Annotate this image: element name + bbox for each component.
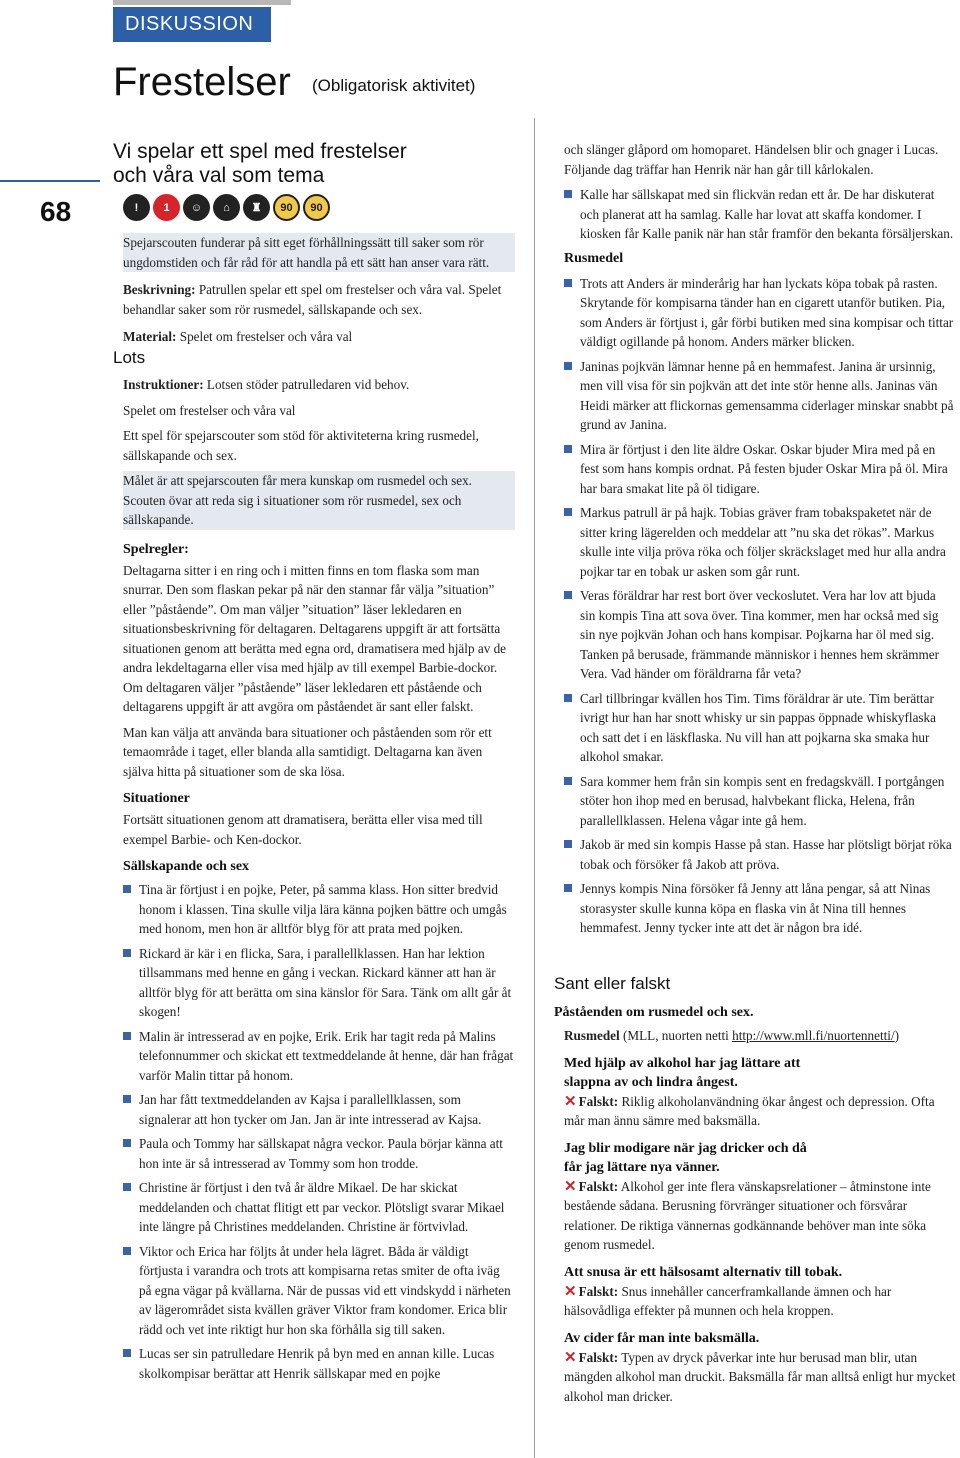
goal-text: Målet är att spejarscouten får mera kunskap om rusmedel och sex. Scouten övar att reda sig i situationer som rör rusmedel, sex och sällskapande. — [123, 471, 515, 530]
page-subtitle: (Obligatorisk aktivitet) — [312, 76, 476, 95]
bullet-square-icon — [123, 1349, 131, 1357]
situations-text: Fortsätt situationen genom att dramatisera, berätta eller visa med till exempel Barbie- och Ken-dockor. — [123, 812, 483, 847]
instructions-label: Instruktioner: — [123, 377, 204, 392]
lots-heading: Lots — [113, 348, 146, 367]
bullet-square-icon — [564, 445, 572, 453]
house-icon: ⌂ — [213, 194, 240, 221]
list-item: Janinas pojkvän lämnar henne på en hemmafest. Janina är ursinnig, men vill visa för sin pojkvän att det inte stör henne alls. Janinas vän Heidi märker att flickornas gemensamma ciderlager minskar snabbt på grund av Janina. — [564, 357, 954, 435]
list-item: Markus patrull är på hajk. Tobias gräver fram tobakspaketet när de sitter kring lägerelden och meddelar att ”nu ska det rökas”. Markus skulle inte vilja pröva röka och följer skräckslaget med hur alla andra pojkar tar en tobak ur asken som går runt. — [564, 503, 954, 581]
bullet-square-icon — [564, 591, 572, 599]
situations-heading: Situationer — [123, 791, 190, 806]
bullet-square-icon — [123, 1095, 131, 1103]
statement-question: Med hjälp av alkohol har jag lättare att slappna av och lindra ångest. — [564, 1055, 801, 1090]
list-item: Kalle har sällskapat med sin flickvän redan ett år. De har diskuterat och planerat att ha samlag. Kalle har lovat att skaffa kondomer. I kiosken får Kalle panik när han står framför den bekanta försäljerskan. — [564, 185, 954, 244]
page-number-rule — [0, 180, 100, 182]
page-title: Frestelser — [113, 60, 291, 104]
bullet-square-icon — [123, 885, 131, 893]
list-item: Sara kommer hem från sin kompis sent en fredagskväll. I portgången stöter hon ihop med en berusad, halvbekant flicka, Helena, från parallellklassen. Helena vågar inte gå hem. — [564, 772, 954, 831]
left-column — [123, 233, 515, 355]
drugs-source-end: ) — [894, 1028, 900, 1043]
true-false-section — [554, 1003, 958, 1406]
list-item: Lucas ser sin patrulledare Henrik på byn med en annan kille. Lucas skolkompisar berättar att Henrik sällskapar med en pojke — [123, 1344, 515, 1383]
list-item: Veras föräldrar har rest bort över veckoslutet. Vera har lov att bjuda sin kompis Tina att sova över. Tina kommer, men har också med sig sin nye pojkvän Johan och hans kompisar. Pojkarna har öl med sig. Tanken på berusade, främmande människor i hennes hem skrämmer Vera. Vad händer om föräldrarna får veta? — [564, 586, 954, 684]
rules-paragraph-2: Man kan välja att använda bara situationer och påståenden som rör ett temaområde i taget, eller blanda alla samtidigt. Deltagarna kan även själva hitta på situationer som de ska lösa. — [123, 724, 492, 779]
group-icon: ☺ — [183, 194, 210, 221]
rules-heading: Spelregler: — [123, 541, 189, 557]
false-label: Falskt: — [578, 1283, 619, 1299]
cross-icon: ✕ — [564, 1282, 577, 1300]
column-divider — [534, 118, 535, 1458]
drugs-list — [564, 274, 954, 938]
drugs-source-label: Rusmedel — [564, 1028, 620, 1043]
list-item: Christine är förtjust i den två år äldre Mikael. De har skickat meddelanden och chattat flitigt ett par veckor. Plötsligt svarar Mikael inte längre på Christines meddelanden. Christine är förtvivlad. — [123, 1178, 515, 1237]
activity-icons — [123, 194, 330, 221]
material — [123, 327, 515, 347]
number-one-icon: 1 — [153, 194, 180, 221]
exclamation-icon: ! — [123, 194, 150, 221]
statement-answer: ✕ Falskt: Alkohol ger inte flera vänskapsrelationer – åtminstone inte bestående sådana. Berusning förvränger situationer och försvårar relationer. De riktiga vännernas godkännande behöver man inte söka genom rusmedel. — [564, 1177, 931, 1252]
instructions — [123, 375, 515, 395]
bullet-square-icon — [564, 508, 572, 516]
cross-icon: ✕ — [564, 1177, 577, 1195]
list-item: Carl tillbringar kvällen hos Tim. Tims föräldrar är ute. Tim berättar ivrigt hur han har snott whisky ur sin pappas öppnade whiskyflaska och satt det i en läskflaska. Nu vill han att pojkarna ska smaka hur alkohol smakar. — [564, 689, 954, 767]
list-item: Jakob är med sin kompis Hasse på stan. Hasse har plötsligt börjat röka tobak och försöker få Jakob att pröva. — [564, 835, 954, 874]
game-title: Spelet om frestelser och våra val — [123, 402, 296, 418]
list-item: Trots att Anders är minderårig har han lyckats köpa tobak på rasten. Skrytande för kompisarna tänder han en cigarett utanför butiken. Pia, som Anders är förtjust i, går förbi butiken med sina kompisar och tittar väldigt ogillande på honom. Anders märker blicken. — [564, 274, 954, 352]
drugs-source — [554, 1026, 958, 1046]
activity-heading: Vi spelar ett spel med frestelser och våra val som tema — [113, 140, 407, 187]
intro-text: Spejarscouten funderar på sitt eget förhållningssätt till saker som rör ungdomstiden och får råd för att handla på ett sätt han anser vara rätt. — [123, 233, 515, 272]
statement-answer: ✕ Falskt: Snus innehåller cancerframkallande ämnen och har hälsovådliga effekter på munnen och hela kroppen. — [564, 1282, 892, 1318]
bullet-square-icon — [123, 1183, 131, 1191]
material-text: Spelet om frestelser och våra val — [176, 329, 353, 344]
drugs-heading: Rusmedel — [564, 250, 624, 266]
statement-answer: ✕ Falskt: Riklig alkoholanvändning ökar ångest och depression. Ofta mår man ännu sämre med baksmälla. — [564, 1092, 935, 1128]
bullet-square-icon — [123, 949, 131, 957]
bullet-square-icon — [123, 1032, 131, 1040]
description-text: Patrullen spelar ett spel om frestelser och våra val. Spelet behandlar saker som rör rusmedel, sällskapande och sex. — [123, 282, 502, 317]
list-item: Jennys kompis Nina försöker få Jenny att låna pengar, så att Ninas storasyster skulle kunna köpa en flaska vin åt Nina till hennes hemmafest. Jenny tycker inte att det är någon bra idé. — [564, 879, 954, 938]
page-number: 68 — [40, 196, 72, 227]
rules-paragraph-1: Deltagarna sitter i en ring och i mitten finns en tom flaska som man snurrar. Den som flaskan pekar på när den stannar får välja ”situation” eller ”påstående”. Om man väljer ”situation” läser lekledaren en situationsbeskrivning för deltagaren. Deltagarens uppgift är att fortsätta situationen genom att berätta med egna ord, dramatisera med hjälp av de andra lekdeltagarna eller visa med hjälp av till exempel Barbie-dockor. Om deltagaren väljer ”påstående” läser lekledaren ett påstående och deltagarens uppgift är att avgöra om påståendet är sant eller falskt. — [123, 562, 507, 714]
dating-list — [123, 880, 515, 1383]
minutes-90-icon: 90 — [273, 194, 300, 221]
top-accent-bar — [113, 0, 291, 5]
statement-answer: ✕ Falskt: Typen av dryck påverkar inte hur berusad man blir, utan mängden alkohol man druckit. Baksmälla får man alltså enligt hur mycket alkohol man dricker. — [564, 1348, 956, 1404]
continued-list — [564, 185, 954, 244]
statement-question: Jag blir modigare när jag dricker och då får jag lättare nya vänner. — [564, 1140, 807, 1175]
castle-icon: ♜ — [243, 194, 270, 221]
left-column-main — [123, 375, 515, 1388]
instructions-text: Lotsen stöder patrulledaren vid behov. — [203, 377, 410, 392]
bullet-square-icon — [564, 884, 572, 892]
source-link[interactable]: http://www.mll.fi/nuortennetti/ — [732, 1028, 895, 1043]
list-item: Malin är intresserad av en pojke, Erik. Erik har tagit reda på Malins telefonnummer och skickat ett textmeddelande åt henne, där han frågat varför Malin tittar på honom. — [123, 1027, 515, 1086]
statement-question: Av cider får man inte baksmälla. — [564, 1330, 760, 1346]
material-label: Material: — [123, 329, 177, 344]
description — [123, 280, 515, 319]
drugs-source-text: (MLL, nuorten netti — [619, 1028, 733, 1043]
false-label: Falskt: — [578, 1178, 619, 1194]
false-label: Falskt: — [578, 1093, 619, 1109]
false-label: Falskt: — [578, 1349, 619, 1365]
list-item: Mira är förtjust i den lite äldre Oskar. Oskar bjuder Mira med på en fest som hans kompis ordnat. På festen bjuder Oskar Mira på öl. Mira har bara smakat lite på öl tidigare. — [564, 440, 954, 499]
right-column — [564, 140, 954, 943]
bullet-square-icon — [564, 777, 572, 785]
statements-list — [554, 1054, 958, 1407]
statement-question: Att snusa är ett hälsosamt alternativ till tobak. — [564, 1264, 843, 1280]
list-item: Tina är förtjust i en pojke, Peter, på samma klass. Hon sitter bredvid honom i klassen. Tina skulle vilja lära känna pojken bättre och umgås med honom, men hon är alltför blyg för att prata med pojken. — [123, 880, 515, 939]
minutes-90-icon: 90 — [303, 194, 330, 221]
section-tag: DISKUSSION — [113, 7, 271, 42]
cross-icon: ✕ — [564, 1348, 577, 1366]
list-item: Paula och Tommy har sällskapat några veckor. Paula börjar känna att hon inte är så intresserad av Tommy som hon trodde. — [123, 1134, 515, 1173]
bullet-square-icon — [564, 694, 572, 702]
bullet-square-icon — [123, 1139, 131, 1147]
bullet-square-icon — [564, 279, 572, 287]
statements-heading: Påståenden om rusmedel och sex. — [554, 1005, 754, 1020]
list-item: Viktor och Erica har följts åt under hela lägret. Båda är väldigt förtjusta i varandra och trots att kompisarna retas smiter de ofta iväg på egna vägar på kvällarna. När de pussas vid ett vindskydd i närheten av lägerområdet sista kvällen gräver Viktor fram kondomer. Erica blir rädd och vet inte riktigt hur hon ska förhålla sig till saken. — [123, 1242, 515, 1340]
list-item: Jan har fått textmeddelanden av Kajsa i parallellklassen, som signalerar att hon tycker om Jan. Jan är inte intresserad av Kajsa. — [123, 1090, 515, 1129]
bullet-square-icon — [564, 190, 572, 198]
bullet-square-icon — [564, 362, 572, 370]
list-item: Rickard är kär i en flicka, Sara, i parallellklassen. Han har lektion tillsammans med henne en gång i veckan. Rickard känner att han är alltför blyg för att berätta om sina känslor för Sara. Tänk om allt går åt skogen! — [123, 944, 515, 1022]
description-label: Beskrivning: — [123, 282, 196, 297]
bullet-square-icon — [564, 840, 572, 848]
bullet-square-icon — [123, 1247, 131, 1255]
game-description: Ett spel för spejarscouter som stöd för aktiviteterna kring rusmedel, sällskapande och sex. — [123, 428, 479, 463]
dating-heading: Sällskapande och sex — [123, 859, 250, 874]
true-false-heading: Sant eller falskt — [554, 974, 671, 993]
cross-icon: ✕ — [564, 1092, 577, 1110]
continued-text: och slänger glåpord om homoparet. Händelsen blir och gnager i Lucas. Följande dag träffar han Henrik när han går till kårlokalen. — [564, 142, 939, 177]
